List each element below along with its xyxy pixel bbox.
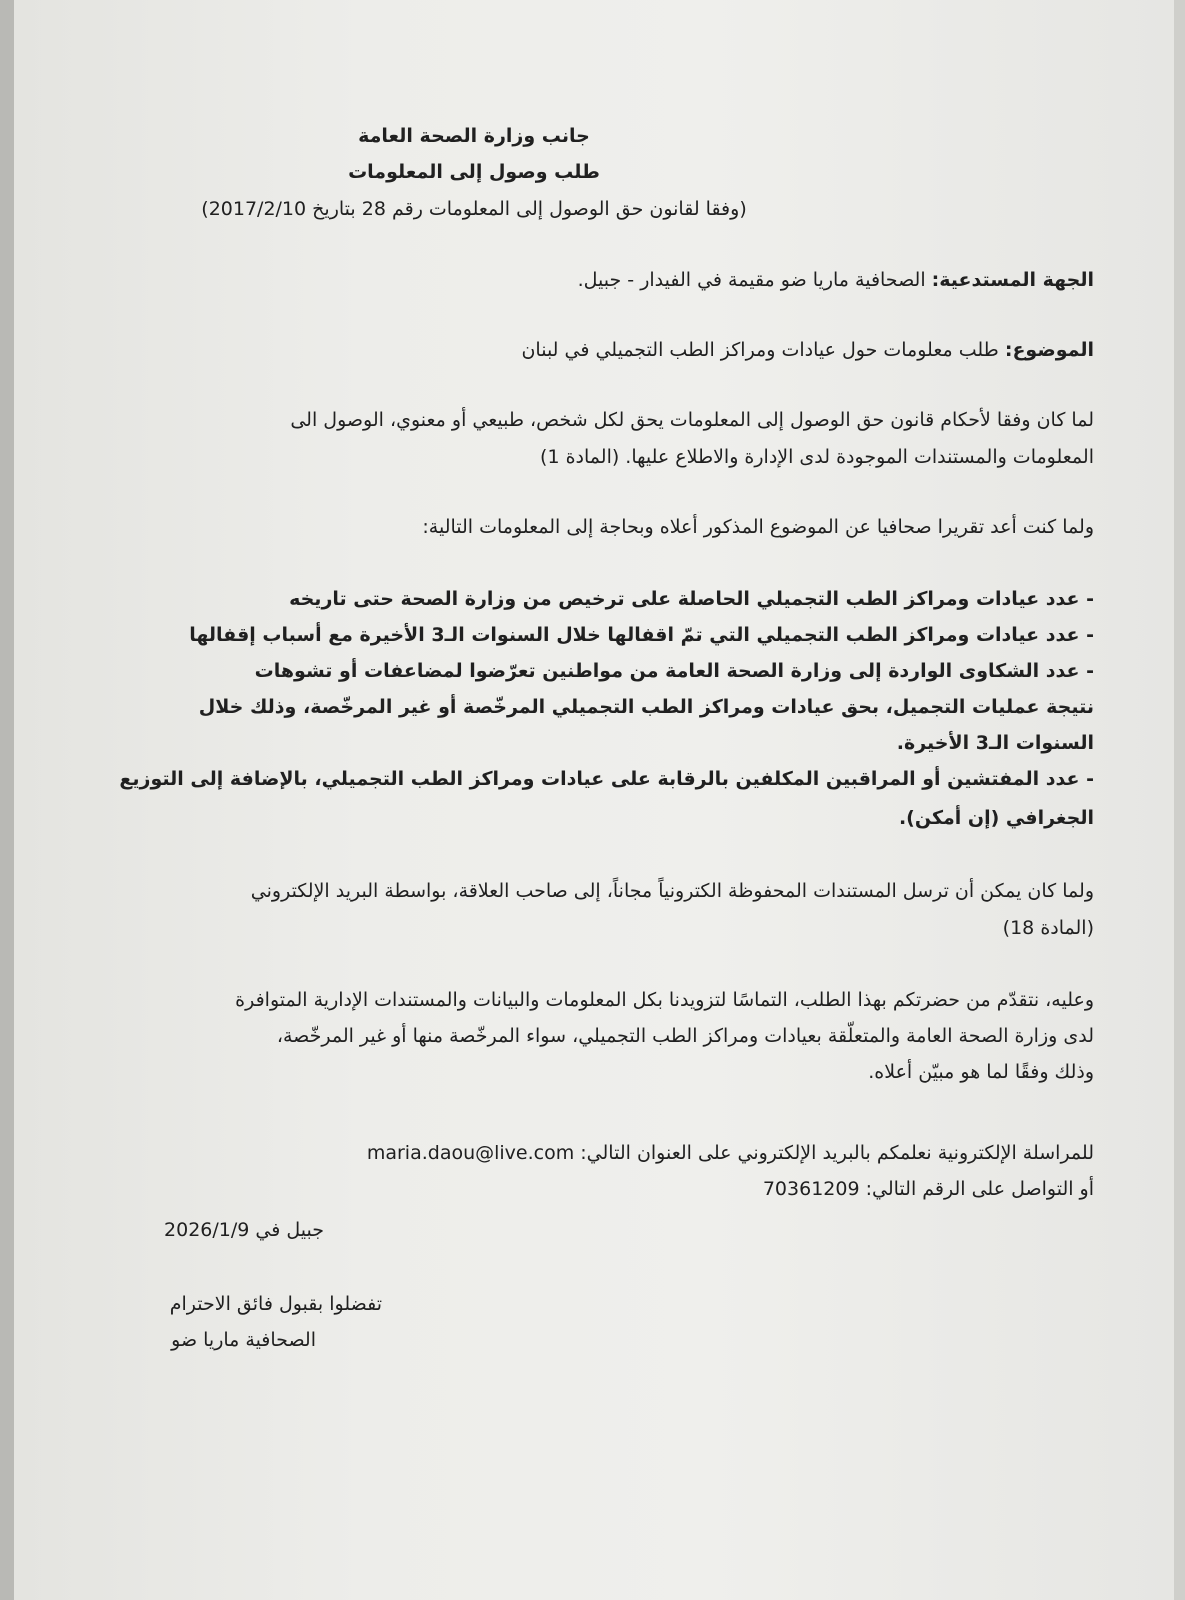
law-reference: (وفقا لقانون حق الوصول إلى المعلومات رقم 28 بتاريخ 2017/2/10) [201,198,747,220]
paragraph-3-line-2: (المادة 18) [1002,917,1094,939]
paragraph-2: ولما كنت أعد تقريرا صحافيا عن الموضوع المذكور أعلاه وبحاجة إلى المعلومات التالية: [422,516,1094,538]
subject-label: الموضوع: [1004,339,1094,361]
paragraph-1-line-2: المعلومات والمستندات الموجودة لدى الإدارة والاطلاع عليها. (المادة 1) [540,446,1094,468]
request-item-1: - عدد عيادات ومراكز الطب التجميلي الحاصلة على ترخيص من وزارة الصحة حتى تاريخه [289,588,1094,610]
request-item-3-line-3: السنوات الـ3 الأخيرة. [896,732,1094,754]
request-item-2: - عدد عيادات ومراكز الطب التجميلي التي تمّ اقفالها خلال السنوات الـ3 الأخيرة مع أسباب إقفالها [189,624,1094,646]
paragraph-4-line-1: وعليه، نتقدّم من حضرتكم بهذا الطلب، التماسًا لتزويدنا بكل المعلومات والبيانات والمستندات الإدارية المتوافرة [235,989,1094,1011]
phone-number: 70361209 [762,1178,860,1200]
paragraph-4-line-3: وذلك وفقًا لما هو مبيّن أعلاه. [868,1061,1094,1083]
addressee: جانب وزارة الصحة العامة [358,125,590,147]
subject-value: طلب معلومات حول عيادات ومراكز الطب التجميلي في لبنان [521,339,999,361]
request-item-3-line-2: نتيجة عمليات التجميل، بحق عيادات ومراكز الطب التجميلي المرخّصة أو غير المرخّصة، وذلك خلال [198,696,1094,718]
phone-intro: أو التواصل على الرقم التالي: [865,1178,1094,1200]
place-and-date: جبيل في 2026/1/9 [164,1219,324,1241]
letter-page [14,0,1174,1600]
email-line [367,1139,1094,1167]
requester-value: الصحافية ماريا ضو مقيمة في الفيدار - جبيل. [577,269,926,291]
requester-line [578,266,1094,294]
signature-name: الصحافية ماريا ضو [171,1329,316,1351]
email-intro: للمراسلة الإلكترونية نعلمكم بالبريد الإلكتروني على العنوان التالي: [580,1142,1094,1164]
closing-salutation: تفضلوا بقبول فائق الاحترام [169,1293,382,1315]
letter-title: طلب وصول إلى المعلومات [348,161,600,183]
email-address: maria.daou@live.com [366,1142,575,1164]
paragraph-4-line-2: لدى وزارة الصحة العامة والمتعلّقة بعيادات ومراكز الطب التجميلي، سواء المرخّصة منها أو غير المرخّصة، [276,1025,1094,1047]
request-item-4-line-2: الجغرافي (إن أمكن). [898,807,1094,829]
phone-line [763,1175,1094,1203]
request-item-4-line-1: - عدد المفتشين أو المراقبين المكلفين بالرقابة على عيادات ومراكز الطب التجميلي، بالإضافة إلى التوزيع [119,768,1094,790]
requester-label: الجهة المستدعية: [931,269,1094,291]
request-item-3-line-1: - عدد الشكاوى الواردة إلى وزارة الصحة العامة من مواطنين تعرّضوا لمضاعفات أو تشوهات [254,660,1094,682]
subject-line [521,336,1094,364]
page-edge-shadow [0,0,14,1600]
paragraph-3-line-1: ولما كان يمكن أن ترسل المستندات المحفوظة الكترونياً مجاناً، إلى صاحب العلاقة، بواسطة البريد الإلكتروني [250,880,1094,902]
paragraph-1-line-1: لما كان وفقا لأحكام قانون حق الوصول إلى المعلومات يحق لكل شخص، طبيعي أو معنوي، الوصول الى [290,409,1094,431]
